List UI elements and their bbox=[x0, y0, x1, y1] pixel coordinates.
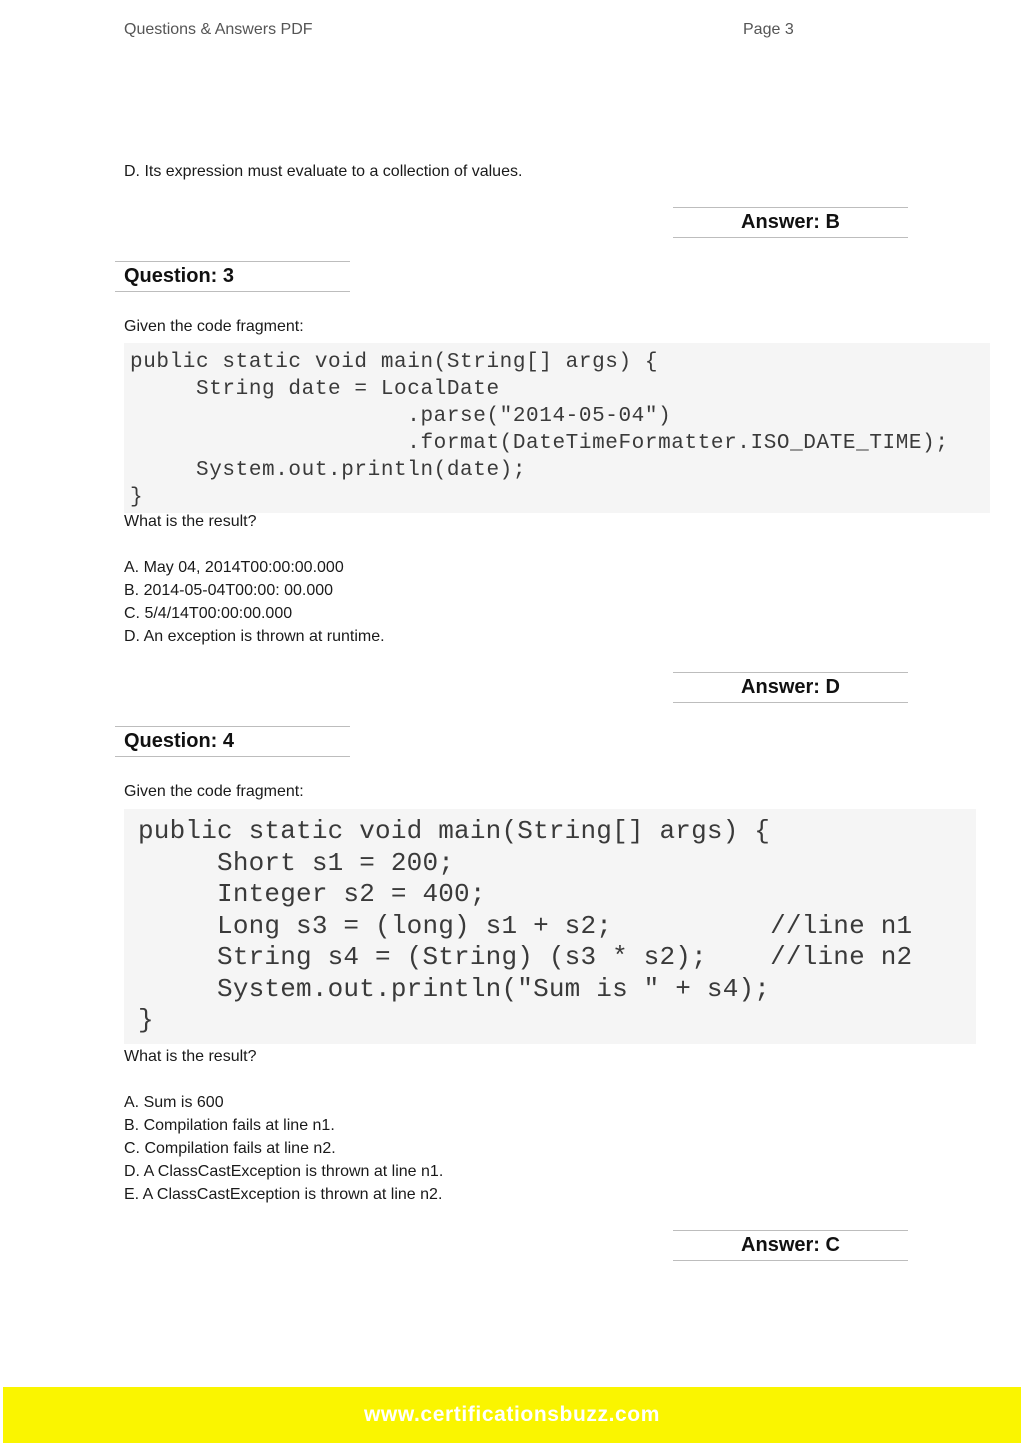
page-number: Page 3 bbox=[743, 21, 794, 38]
q3-title-box bbox=[115, 261, 350, 292]
q3-answer: Answer: D bbox=[673, 672, 908, 703]
q4-option-c: C. Compilation fails at line n2. bbox=[124, 1140, 336, 1157]
header-title: Questions & Answers PDF bbox=[124, 21, 313, 38]
q2-option-d: D. Its expression must evaluate to a collection of values. bbox=[124, 163, 523, 180]
q4-title: Question: 4 bbox=[124, 730, 235, 752]
q3-option-b: B. 2014-05-04T00:00: 00.000 bbox=[124, 582, 334, 599]
q4-code: public static void main(String[] args) { Short s1 = 200; Integer s2 = 400; Long s3 = (long) s1 + s2; //line n1 String s4 = (String) (s3 * s2); //line n2 System.out.println("Sum is " + s4); } bbox=[138, 816, 913, 1035]
q4-option-e: E. A ClassCastException is thrown at line n2. bbox=[124, 1186, 443, 1203]
q4-option-b: B. Compilation fails at line n1. bbox=[124, 1117, 335, 1134]
q4-prompt: What is the result? bbox=[124, 1048, 257, 1065]
q4-option-a: A. Sum is 600 bbox=[124, 1094, 224, 1111]
q4-answer: Answer: C bbox=[673, 1230, 908, 1261]
q3-option-a: A. May 04, 2014T00:00:00.000 bbox=[124, 559, 344, 576]
q4-title-box bbox=[115, 726, 350, 757]
q3-code-image bbox=[124, 343, 990, 513]
q3-prompt: What is the result? bbox=[124, 513, 257, 530]
q3-intro: Given the code fragment: bbox=[124, 318, 304, 335]
q4-code-image bbox=[124, 809, 976, 1044]
footer-banner bbox=[3, 1387, 1021, 1443]
q4-intro: Given the code fragment: bbox=[124, 783, 304, 800]
q3-option-c: C. 5/4/14T00:00:00.000 bbox=[124, 605, 293, 622]
footer-website-link[interactable]: www.certificationsbuzz.com bbox=[363, 1403, 661, 1426]
q2-answer: Answer: B bbox=[673, 207, 908, 238]
q3-option-d: D. An exception is thrown at runtime. bbox=[124, 628, 385, 645]
q3-title: Question: 3 bbox=[124, 265, 235, 287]
q4-option-d: D. A ClassCastException is thrown at line n1. bbox=[124, 1163, 444, 1180]
q3-code: public static void main(String[] args) { String date = LocalDate .parse("2014-05-04") .format(DateTimeFormatter.ISO_DATE_TIME); System.out.println(date); } bbox=[130, 351, 949, 509]
